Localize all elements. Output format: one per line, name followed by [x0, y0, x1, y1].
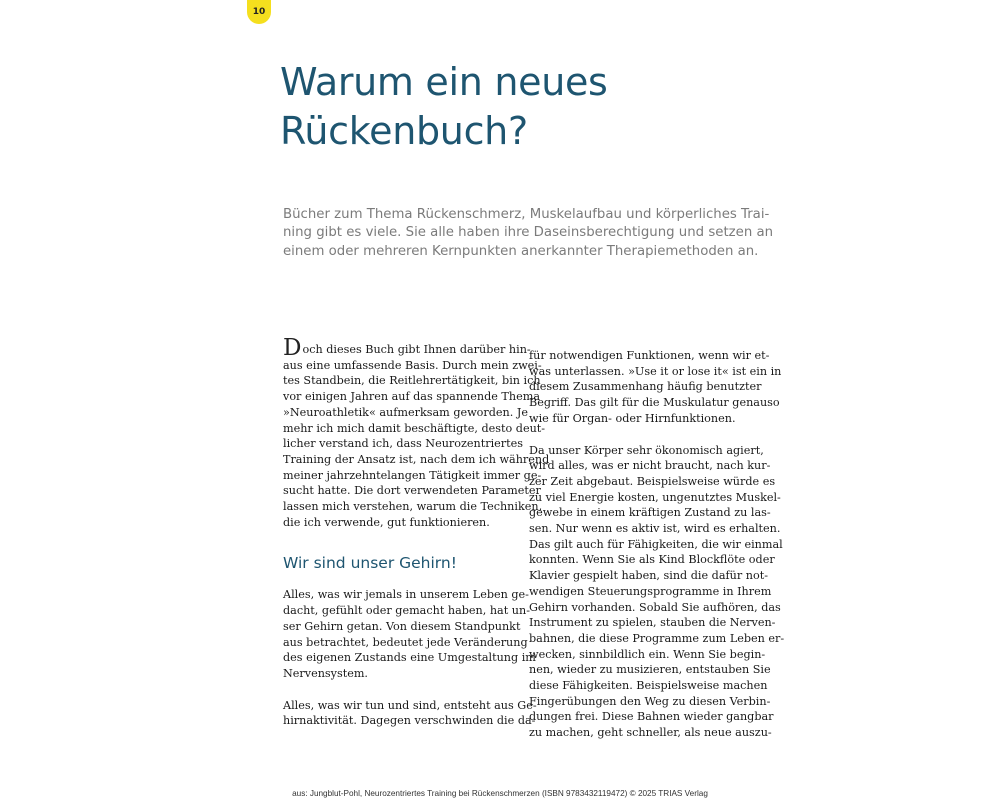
body-line: nen, wieder zu musizieren, entstauben Sie — [529, 663, 771, 677]
body-line: sen. Nur wenn es aktiv ist, wird es erhalten. — [529, 522, 781, 536]
body-paragraph — [283, 587, 536, 681]
body-line: wendigen Steuerungsprogramme in Ihrem — [529, 584, 772, 598]
section-heading: Wir sind unser Gehirn! — [283, 554, 457, 573]
body-line: diesem Zusammenhang häufig benutzter — [529, 380, 762, 394]
page-title — [280, 58, 760, 156]
body-line: wecken, sinnbildlich ein. Wenn Sie begin- — [529, 647, 766, 661]
page-number-badge — [247, 0, 271, 24]
body-line: mehr ich mich damit beschäftigte, desto deut- — [283, 421, 546, 435]
body-line: Da unser Körper sehr ökonomisch agiert, — [529, 443, 764, 457]
body-line: aus betrachtet, bedeutet jede Veränderung — [283, 635, 528, 649]
body-line: meiner jahrzehntelangen Tätigkeit immer ge- — [283, 468, 542, 482]
body-line: wie für Organ- oder Hirnfunktionen. — [529, 411, 736, 425]
body-line: konnten. Wenn Sie als Kind Blockflöte oder — [529, 553, 775, 567]
body-line: licher verstand ich, dass Neurozentriertes — [283, 437, 523, 451]
intro-paragraph — [283, 206, 774, 261]
body-line-text: och dieses Buch gibt Ihnen darüber hin- — [302, 343, 531, 356]
intro-line: einem oder mehreren Kernpunkten anerkannter Therapiemethoden an. — [283, 243, 759, 259]
left-column — [283, 335, 550, 745]
body-line: gewebe in einem kräftigen Zustand zu las- — [529, 506, 771, 520]
dropcap: D — [283, 335, 302, 361]
body-line: was unterlassen. »Use it or lose it« ist ein in — [529, 364, 782, 378]
body-line: bahnen, die diese Programme zum Leben er- — [529, 631, 785, 645]
body-paragraph — [283, 698, 537, 729]
title-line: Rückenbuch? — [280, 109, 528, 153]
body-line: aus eine umfassende Basis. Durch mein zwei- — [283, 358, 542, 372]
body-line: diese Fähigkeiten. Beispielsweise machen — [529, 679, 768, 693]
body-line: für notwendigen Funktionen, wenn wir et- — [529, 349, 770, 362]
body-line: Begriff. Das gilt für die Muskulatur genauso — [529, 396, 780, 410]
body-line: Alles, was wir tun und sind, entsteht aus Ge- — [283, 698, 537, 712]
body-line: zer Zeit abgebaut. Beispielsweise würde es — [529, 474, 776, 488]
intro-line: Bücher zum Thema Rückenschmerz, Muskelaufbau und körperliches Trai- — [283, 207, 770, 222]
body-line: zu viel Energie kosten, ungenutztes Muskel- — [529, 490, 781, 504]
body-line: wird alles, was er nicht braucht, nach kur- — [529, 459, 771, 473]
body-line — [283, 335, 531, 361]
page-number: 10 — [252, 7, 266, 17]
body-line: hirnaktivität. Dagegen verschwinden die da- — [283, 714, 536, 728]
body-line: Training der Ansatz ist, nach dem ich während — [283, 452, 550, 466]
body-paragraph — [529, 443, 785, 741]
body-line: ser Gehirn getan. Von diesem Standpunkt — [283, 619, 521, 633]
body-line: Das gilt auch für Fähigkeiten, die wir einmal — [529, 537, 783, 551]
body-line: zu machen, geht schneller, als neue auszu- — [529, 726, 772, 740]
body-line: tes Standbein, die Reitlehrertätigkeit, bin ich — [283, 374, 541, 388]
body-line: dacht, gefühlt oder gemacht haben, hat un- — [283, 604, 530, 618]
body-line: dungen frei. Diese Bahnen wieder gangbar — [529, 710, 774, 724]
body-line: Alles, was wir jemals in unserem Leben ge- — [283, 588, 529, 602]
body-line: Klavier gespielt haben, sind die dafür not- — [529, 569, 768, 583]
body-line: sucht hatte. Die dort verwendeten Parameter — [283, 484, 541, 498]
right-column — [529, 348, 785, 757]
body-line: des eigenen Zustands eine Umgestaltung im — [283, 651, 536, 665]
body-paragraph — [283, 335, 550, 530]
title-line: Warum ein neues — [280, 60, 608, 104]
body-line: Instrument zu spielen, stauben die Nerven- — [529, 616, 776, 630]
body-paragraph — [529, 348, 782, 427]
body-line: Nervensystem. — [283, 666, 368, 680]
body-line: vor einigen Jahren auf das spannende Thema — [283, 390, 540, 404]
body-line: lassen mich verstehen, warum die Techniken, — [283, 500, 543, 514]
body-line: die ich verwende, gut funktionieren. — [283, 515, 490, 529]
body-line: Fingerübungen den Weg zu diesen Verbin- — [529, 694, 771, 708]
source-footer: aus: Jungblut-Pohl, Neurozentriertes Training bei Rückenschmerzen (ISBN 9783432119472) © 2025 TRIAS Verlag — [292, 789, 708, 798]
intro-line: ning gibt es viele. Sie alle haben ihre Daseinsberechtigung und setzen an — [283, 225, 774, 241]
body-line: Gehirn vorhanden. Sobald Sie aufhören, das — [529, 600, 781, 614]
body-line: »Neuroathletik« aufmerksam geworden. Je — [283, 405, 528, 419]
